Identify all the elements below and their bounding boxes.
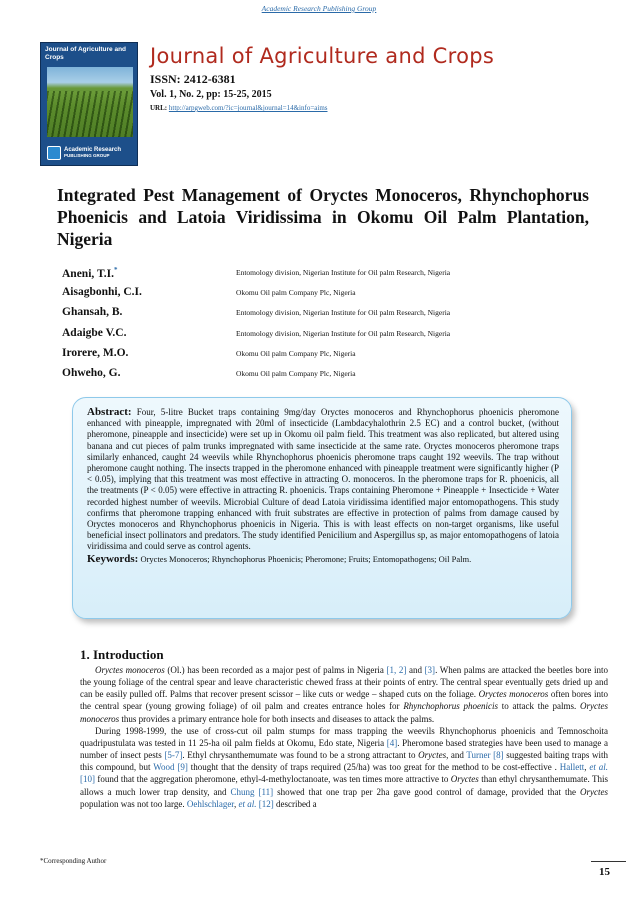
reference-link[interactable]: et al. bbox=[238, 798, 257, 809]
reference-link[interactable]: Hallett bbox=[559, 762, 585, 773]
text-run: During 1998-1999, the use of cross-cut oil palm stumps for mass trapping the weevils Rhynchophorus phoenicis and Temnoschoita quadripustulata was tested in 11 25-ha oil palm fields at Okomu, Edo state, Nigeria bbox=[80, 725, 608, 748]
author-row bbox=[62, 367, 582, 387]
author-name bbox=[62, 347, 236, 359]
author-affiliation: Entomology division, Nigerian Institute for Oil palm Research, Nigeria bbox=[236, 268, 451, 277]
author-name bbox=[62, 266, 236, 280]
text-run: Rhynchophorus phoenicis bbox=[403, 701, 499, 712]
text-run: population was not too large. bbox=[80, 798, 187, 809]
keywords-list: Oryctes Monoceros; Rhynchophorus Phoenicis; Pheromone; Fruits; Entomopathogens; Oil Palm. bbox=[138, 553, 472, 564]
paper-title: Integrated Pest Management of Oryctes Monoceros, Rhynchophorus Phoenicis and Latoia Viridissima in Okomu Oil Palm Plantation, Nigeria bbox=[57, 185, 589, 249]
reference-link[interactable]: [9] bbox=[177, 762, 188, 773]
issn-line bbox=[150, 72, 236, 87]
text-run: . Pheromone based strategies have been used to manage a number of insect pests bbox=[80, 737, 608, 761]
author-name bbox=[62, 306, 236, 318]
cover-publisher-line-1: Academic Research bbox=[64, 146, 122, 153]
corresponding-author-mark[interactable]: * bbox=[113, 266, 118, 274]
author-name-text: Aisagbonhi, C.I. bbox=[62, 286, 142, 299]
author-affiliation: Entomology division, Nigerian Institute for Oil palm Research, Nigeria bbox=[236, 328, 451, 338]
cover-field-rows bbox=[47, 91, 133, 137]
url-label: URL: bbox=[150, 104, 169, 112]
keywords bbox=[87, 554, 559, 565]
text-run: and bbox=[406, 665, 425, 675]
issn-label: ISSN: bbox=[150, 72, 184, 86]
reference-link[interactable]: [3] bbox=[424, 665, 436, 675]
author-name-text: Adaigbe V.C. bbox=[62, 326, 127, 339]
text-run: found that the aggregation pheromone, ethyl-4-methyloctanoate, was ten times more attractive to bbox=[95, 774, 451, 785]
author-affiliation: Entomology division, Nigerian Institute for Oil palm Research, Nigeria bbox=[236, 308, 451, 318]
author-row bbox=[62, 266, 582, 286]
reference-link[interactable]: Oehlschlager bbox=[186, 798, 234, 809]
author-name-text: Ghansah, B. bbox=[62, 306, 123, 319]
cover-title: Journal of Agriculture and Crops bbox=[45, 46, 127, 61]
author-name-text: Aneni, T.I. bbox=[62, 267, 114, 280]
text-run: (Ol.) has been recorded as a major pest of palms in Nigeria bbox=[164, 665, 387, 675]
reference-link[interactable]: Chung bbox=[230, 786, 255, 797]
abstract-body: Four, 5-litre Bucket traps containing 9mg/day Oryctes monoceros and Rhynchophorus phoenicis pheromone enhanced with pineapple, impregnated with 20ml of insecticide (Lambdacyhalothrin 2.5 EC) and a control bucket, (without pheromone, pineapple and insecticide) were set up in Okomu oil palm field. This treatment was also replicated, but altered using banana and cut pieces of palm trunks impregnated with same insecticide at the same rate. Oryctes monoceros pheromone traps similarly enhanced, caught 24 weevils while Rhynchophorus phoenicis pheromone traps caught 192 weevils. The trap without pheromone caught nothing. The insects trapped in the pheromone enhanced with pineapple treatment were significantly higher (P < 0.05), implying that this treatment was most effective in attracting O. monoceros. In the pheromone traps for R. phoenicis, all the treatments (P < 0.05) were effective in attracting R. phoenicis. Traps containing Pheromone + Pineapple + Insecticide + Water recorded highest number of weevils. Microbial Culture of dead Latoia viridissima identified major entomopathogens. This study confirms that pheromone trapping enhanced with fruit substrates are effective in protection of palms from damage caused by Oryctes monoceros and Rhynchophorus phoenicis in Nigeria. This is with least effects on non-target organisms, like useful beneficial insect pollinators and predators. The study identified Penicilium and Aspergillus sp, as major entomopathogens of latoia viridissima and could serve as control agents. bbox=[87, 407, 559, 552]
text-run: . Ethyl chrysanthemumate was found to be a strong attractant to bbox=[182, 750, 419, 761]
text-run: showed that one trap per 2ha gave good control of damage, provided that the bbox=[273, 786, 580, 797]
reference-link[interactable]: [11] bbox=[258, 786, 274, 797]
author-list bbox=[62, 266, 582, 387]
author-name-text: Irorere, M.O. bbox=[62, 346, 129, 359]
reference-link[interactable]: [5-7] bbox=[164, 750, 183, 761]
volume-info: Vol. 1, No. 2, pp: 15-25, 2015 bbox=[150, 89, 272, 100]
reference-link[interactable]: [8] bbox=[493, 750, 504, 761]
cover-publisher-line-2: PUBLISHING GROUP bbox=[64, 153, 110, 158]
intro-paragraph-1 bbox=[80, 664, 608, 725]
author-row bbox=[62, 286, 582, 306]
publisher-header-link[interactable]: Academic Research Publishing Group bbox=[261, 4, 377, 13]
reference-link[interactable]: [10] bbox=[80, 774, 95, 785]
reference-link[interactable]: [1, 2] bbox=[386, 665, 407, 675]
introduction-body bbox=[80, 664, 608, 810]
text-run: described a bbox=[273, 798, 317, 809]
reference-link[interactable]: Turner bbox=[466, 750, 491, 761]
text-run: , bbox=[584, 762, 590, 773]
issn-value: 2412-6381 bbox=[183, 72, 236, 86]
reference-link[interactable]: Wood bbox=[153, 762, 175, 773]
text-run: thought that the density of traps required (25/ha) was too great for the method to be cost-effective . bbox=[187, 762, 560, 773]
text-run: than ethyl chrysanthemumate. This allows a much lower trap density, and bbox=[80, 774, 608, 797]
text-run: suggested baiting traps with this compound, but bbox=[80, 750, 608, 773]
journal-title: Journal of Agriculture and Crops bbox=[150, 44, 495, 68]
page-number: 15 bbox=[599, 866, 610, 878]
text-run: . When palms are attacked the beetles bore into the young foliage of the central spear and leave characteristic chewed frass at their points of entry. The central spear eventually gets dried up and can be easily pulled off. Palms that recover present scissor – like cuts or wedge – shaped cuts on the foliage. bbox=[80, 665, 609, 700]
reference-link[interactable]: [12] bbox=[258, 798, 274, 809]
text-run: thus provides a primary entrance hole for both insects and diseases to attack the palms. bbox=[119, 713, 435, 724]
url-line bbox=[150, 104, 328, 112]
abstract-text bbox=[87, 407, 559, 553]
text-run: Oryctes monoceros bbox=[80, 701, 608, 724]
keywords-label: Keywords: bbox=[87, 552, 139, 565]
reference-link[interactable]: et al. bbox=[589, 762, 609, 773]
author-affiliation: Okomu Oil palm Company Plc, Nigeria bbox=[236, 288, 356, 298]
corresponding-author-footnote: *Corresponding Author bbox=[40, 857, 107, 865]
abstract-box bbox=[72, 397, 572, 619]
abstract-label: Abstract: bbox=[87, 406, 132, 418]
author-row bbox=[62, 327, 582, 347]
publisher-logo-icon bbox=[47, 146, 61, 160]
author-row bbox=[62, 347, 582, 367]
author-name-text: Ohweho, G. bbox=[62, 366, 121, 379]
text-run: Oryctes monoceros bbox=[95, 665, 165, 675]
page-number-rule bbox=[591, 861, 626, 862]
author-name bbox=[62, 286, 236, 298]
text-run: Oryctes bbox=[580, 786, 608, 797]
reference-link[interactable]: [4] bbox=[386, 737, 398, 748]
author-affiliation: Okomu Oil palm Company Plc, Nigeria bbox=[236, 368, 356, 378]
cover-publisher-logo bbox=[47, 145, 133, 161]
intro-paragraph-2 bbox=[80, 725, 608, 810]
text-run: to attack the palms. bbox=[498, 701, 580, 712]
text-run: Oryctes bbox=[418, 750, 447, 761]
text-run: , and bbox=[446, 750, 467, 761]
text-run: Oryctes monoceros bbox=[478, 689, 549, 700]
author-row bbox=[62, 306, 582, 326]
text-run: , bbox=[233, 798, 239, 809]
text-run: often bores into the central spear (young growing foliage) of oil palm and creates entrance holes for bbox=[80, 689, 608, 712]
text-run: Oryctes bbox=[450, 774, 479, 785]
author-name bbox=[62, 367, 236, 379]
author-affiliation: Okomu Oil palm Company Plc, Nigeria bbox=[236, 348, 356, 358]
section-heading-introduction: 1. Introduction bbox=[80, 647, 164, 662]
journal-url-link[interactable]: http://arpgweb.com/?ic=journal&journal=14&info=aims bbox=[168, 104, 328, 112]
journal-cover-image bbox=[40, 42, 138, 166]
author-name bbox=[62, 327, 236, 339]
